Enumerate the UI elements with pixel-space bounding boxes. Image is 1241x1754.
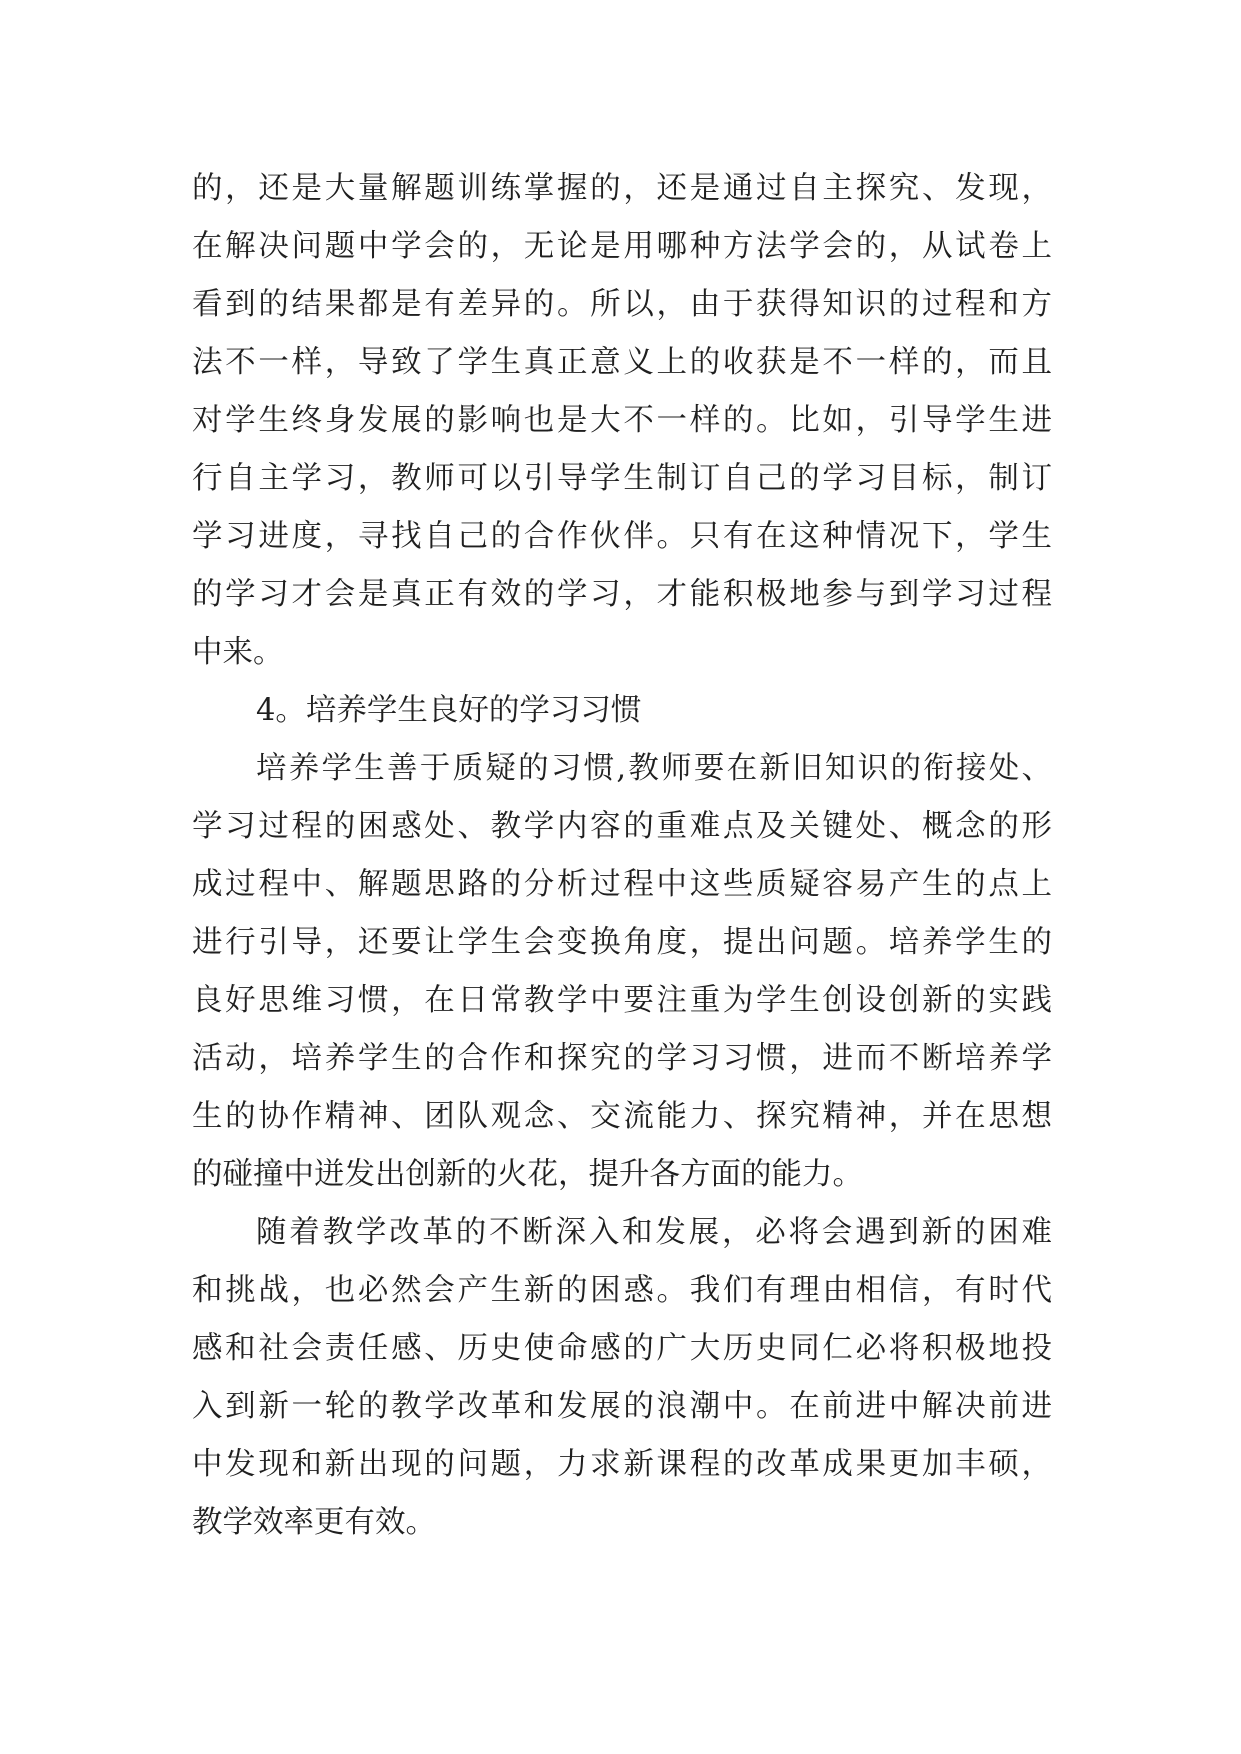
text-line: 入到新一轮的教学改革和发展的浪潮中。在前进中解决前进	[192, 1389, 1052, 1424]
text-line: 感和社会责任感、历史使命感的广大历史同仁必将积极地投	[192, 1331, 1052, 1366]
text-line: 学习过程的困惑处、教学内容的重难点及关键处、概念的形	[192, 809, 1052, 844]
section-heading: 4。培养学生良好的学习习惯	[256, 693, 642, 728]
text-line: 中来。	[192, 635, 284, 670]
text-line: 行自主学习，教师可以引导学生制订自己的学习目标，制订	[192, 461, 1052, 496]
text-line: 培养学生善于质疑的习惯,教师要在新旧知识的衔接处、	[256, 751, 1052, 786]
text-line: 对学生终身发展的影响也是大不一样的。比如，引导学生进	[192, 403, 1052, 438]
text-line: 生的协作精神、团队观念、交流能力、探究精神，并在思想	[192, 1099, 1052, 1134]
text-line: 随着教学改革的不断深入和发展，必将会遇到新的困难	[256, 1215, 1052, 1250]
text-line: 学习进度，寻找自己的合作伙伴。只有在这种情况下，学生	[192, 519, 1052, 554]
text-line: 良好思维习惯，在日常教学中要注重为学生创设创新的实践	[192, 983, 1052, 1018]
text-line: 和挑战，也必然会产生新的困惑。我们有理由相信，有时代	[192, 1273, 1052, 1308]
text-line: 法不一样，导致了学生真正意义上的收获是不一样的，而且	[192, 345, 1052, 380]
text-line: 的学习才会是真正有效的学习，才能积极地参与到学习过程	[192, 577, 1052, 612]
text-line: 进行引导，还要让学生会变换角度，提出问题。培养学生的	[192, 925, 1052, 960]
text-line: 活动，培养学生的合作和探究的学习习惯，进而不断培养学	[192, 1041, 1052, 1076]
text-line: 教学效率更有效。	[192, 1505, 436, 1540]
text-line: 在解决问题中学会的，无论是用哪种方法学会的，从试卷上	[192, 229, 1052, 264]
text-line: 的，还是大量解题训练掌握的，还是通过自主探究、发现，	[192, 171, 1052, 206]
text-line: 看到的结果都是有差异的。所以，由于获得知识的过程和方	[192, 287, 1052, 322]
text-line: 中发现和新出现的问题，力求新课程的改革成果更加丰硕，	[192, 1447, 1052, 1482]
text-line: 成过程中、解题思路的分析过程中这些质疑容易产生的点上	[192, 867, 1052, 902]
text-line: 的碰撞中迸发出创新的火花，提升各方面的能力。	[192, 1157, 863, 1192]
